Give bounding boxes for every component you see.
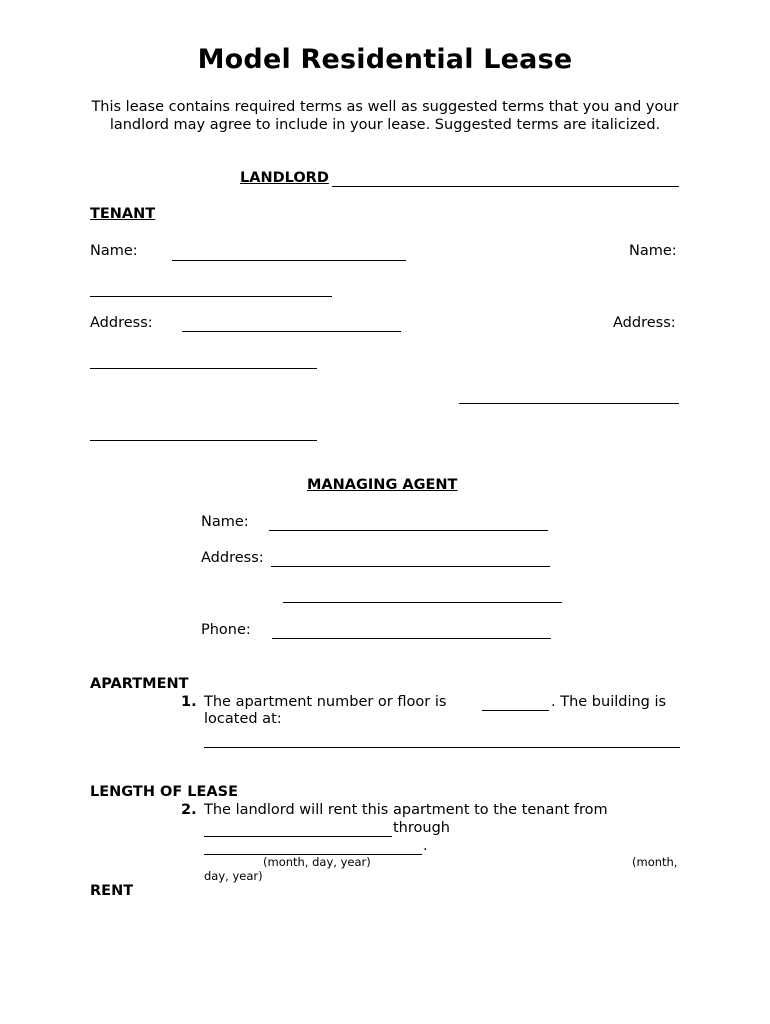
tenant-address-label-left: Address: xyxy=(90,315,153,331)
tenant-name-line-2[interactable] xyxy=(90,296,332,297)
apartment-floor-line[interactable] xyxy=(482,710,549,711)
apartment-text-3: located at: xyxy=(204,711,282,727)
tenant-address-line-3[interactable] xyxy=(459,403,679,404)
agent-phone-label: Phone: xyxy=(201,622,251,638)
lease-date-hint-right-cont: day, year) xyxy=(204,869,263,883)
rent-heading: RENT xyxy=(90,883,134,899)
agent-address-line-1[interactable] xyxy=(271,566,550,567)
tenant-address-line-2[interactable] xyxy=(90,368,317,369)
agent-name-line[interactable] xyxy=(269,530,548,531)
tenant-heading: TENANT xyxy=(90,206,156,222)
landlord-name-line[interactable] xyxy=(332,186,679,187)
apartment-text-1: The apartment number or floor is xyxy=(204,694,447,710)
tenant-address-label-right: Address: xyxy=(613,315,676,331)
agent-name-label: Name: xyxy=(201,514,249,530)
tenant-name-label-right: Name: xyxy=(629,243,677,259)
agent-address-line-2[interactable] xyxy=(283,602,562,603)
tenant-name-line-1[interactable] xyxy=(172,260,406,261)
lease-date-hint-right: (month, xyxy=(632,855,678,869)
apartment-heading: APARTMENT xyxy=(90,676,189,692)
lease-start-date-line[interactable] xyxy=(204,836,392,837)
lease-period: . xyxy=(423,838,428,854)
length-of-lease-heading: LENGTH OF LEASE xyxy=(90,784,238,800)
lease-date-hint-left: (month, day, year) xyxy=(263,855,371,869)
tenant-address-line-1[interactable] xyxy=(182,331,401,332)
tenant-name-label-left: Name: xyxy=(90,243,138,259)
lease-item-number: 2. xyxy=(181,802,197,818)
document-intro: This lease contains required terms as well as suggested terms that you and your landlord may agree to include in your lease. Suggested terms are italicized. xyxy=(91,99,679,133)
document-title: Model Residential Lease xyxy=(197,44,573,75)
tenant-address-line-4[interactable] xyxy=(90,440,317,441)
managing-agent-heading: MANAGING AGENT xyxy=(307,477,458,493)
apartment-text-2: . The building is xyxy=(551,694,667,710)
apartment-location-line[interactable] xyxy=(204,747,680,748)
landlord-heading: LANDLORD xyxy=(240,170,329,186)
agent-address-label: Address: xyxy=(201,550,264,566)
lease-through-label: through xyxy=(393,820,450,836)
apartment-item-number: 1. xyxy=(181,694,197,710)
agent-phone-line[interactable] xyxy=(272,638,551,639)
lease-text-1: The landlord will rent this apartment to the tenant from xyxy=(204,802,608,818)
